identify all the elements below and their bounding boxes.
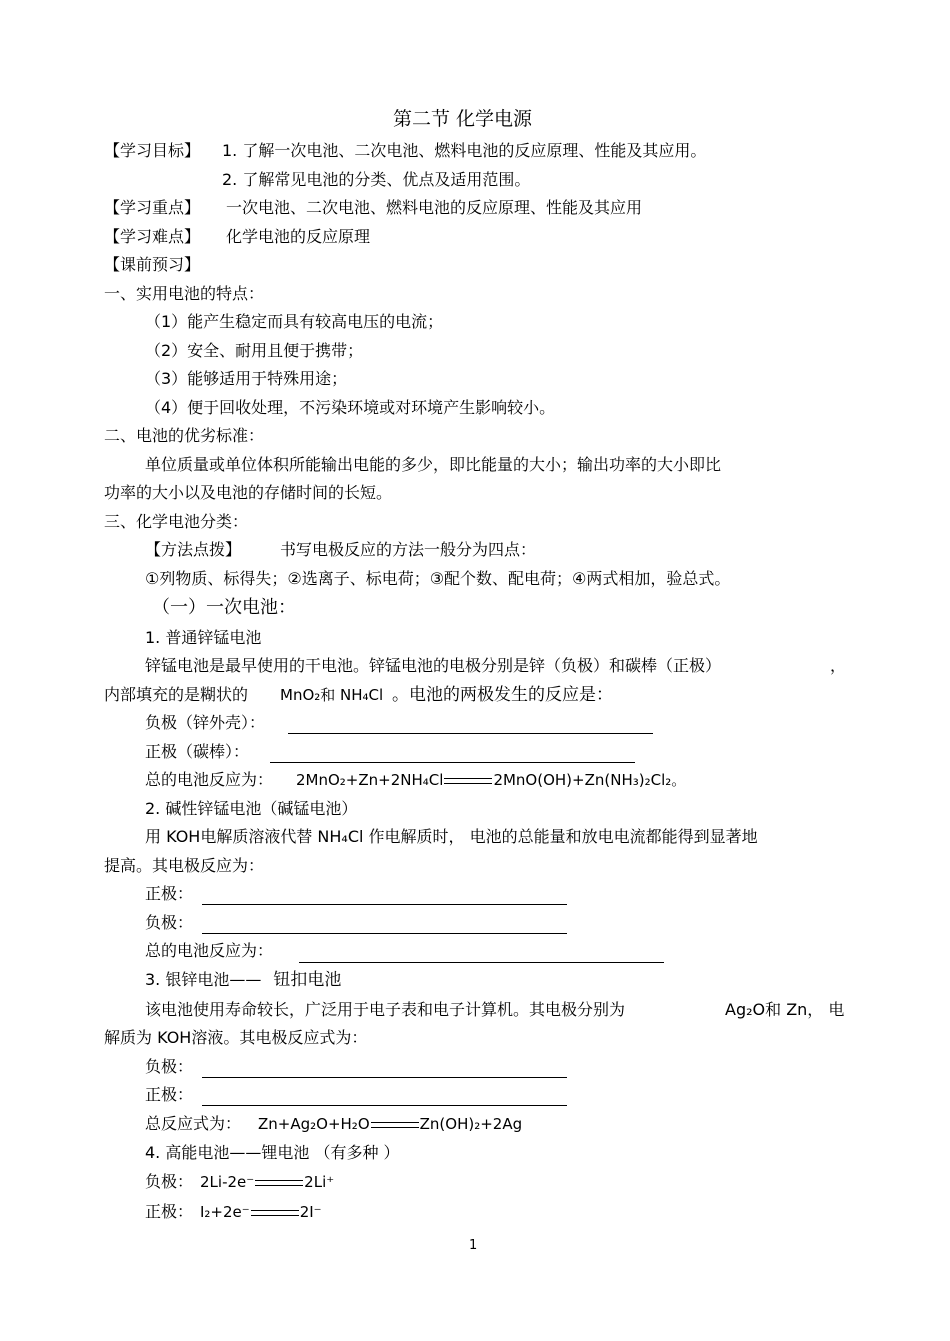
difficulty-tag: 【学习难点】 bbox=[104, 227, 201, 246]
alkaline-heading: 2. 碱性锌锰电池（碱锰电池） bbox=[145, 799, 358, 818]
zinc-manganese-line-2a: 内部填充的是糊状的 bbox=[104, 685, 249, 704]
reactants: Zn+Ag₂O+H₂O bbox=[258, 1115, 370, 1133]
answer-line bbox=[202, 933, 567, 934]
section-2-heading: 二、电池的优劣标准： bbox=[104, 426, 265, 445]
answer-line bbox=[299, 962, 664, 963]
section-1-heading: 一、实用电池的特点： bbox=[104, 284, 265, 303]
equals-sign bbox=[251, 1210, 299, 1216]
total-reaction-equation bbox=[296, 770, 686, 790]
total-reaction-label: 总的电池反应为： bbox=[145, 941, 274, 960]
silver-zinc-line-2: 解质为 KOH溶液。其电极反应式为： bbox=[104, 1028, 368, 1047]
equals-sign bbox=[371, 1122, 419, 1128]
silver-zinc-heading-a: 3. 银锌电池—— bbox=[145, 970, 262, 989]
products: Zn(OH)₂+2Ag bbox=[419, 1115, 523, 1133]
negative-electrode-equation bbox=[200, 1172, 334, 1192]
primary-battery-heading: （一）一次电池： bbox=[152, 597, 296, 618]
answer-line bbox=[202, 904, 567, 905]
feature-item: （3）能够适用于特殊用途； bbox=[145, 369, 348, 388]
reactants: 2MnO₂+Zn+2NH₄Cl bbox=[296, 771, 444, 789]
section-3-heading: 三、化学电池分类： bbox=[104, 512, 249, 531]
objective-2: 2. 了解常见电池的分类、优点及适用范围。 bbox=[222, 170, 531, 189]
positive-electrode-label: 正极： bbox=[145, 1202, 194, 1221]
method-tag: 【方法点拨】 bbox=[145, 540, 242, 559]
zinc-manganese-line-1-end: ， bbox=[830, 656, 847, 675]
silver-zinc-heading-b: 钮扣电池 bbox=[273, 970, 342, 990]
reactants: 2Li-2e⁻ bbox=[200, 1173, 255, 1191]
focus-tag: 【学习重点】 bbox=[104, 198, 201, 217]
products: 2Li⁺ bbox=[304, 1173, 335, 1191]
zinc-manganese-heading: 1. 普通锌锰电池 bbox=[145, 628, 262, 647]
lithium-heading: 4. 高能电池——锂电池 （有多种 ） bbox=[145, 1143, 400, 1162]
silver-zinc-heading bbox=[145, 970, 341, 990]
negative-electrode-label: 负极（锌外壳）： bbox=[145, 713, 266, 732]
negative-electrode-label: 负极： bbox=[145, 1057, 194, 1076]
method-steps: ①列物质、标得失；②选离子、标电荷；③配个数、配电荷；④两式相加，验总式。 bbox=[145, 569, 731, 588]
silver-zinc-line-1b: Ag₂O和 Zn， 电 bbox=[725, 1000, 845, 1019]
alkaline-line-1: 用 KOH电解质溶液代替 NH₄Cl 作电解质时， 电池的总能量和放电电流都能得到显著地 bbox=[145, 827, 758, 846]
positive-electrode-label: 正极： bbox=[145, 884, 194, 903]
equals-sign bbox=[444, 778, 492, 784]
objective-1: 1. 了解一次电池、二次电池、燃料电池的反应原理、性能及其应用。 bbox=[222, 141, 707, 160]
answer-line bbox=[202, 1077, 567, 1078]
zinc-manganese-chem: MnO₂和 NH₄Cl bbox=[280, 686, 384, 704]
feature-item: （1）能产生稳定而具有较高电压的电流； bbox=[145, 312, 444, 331]
products: 2MnO(OH)+Zn(NH₃)₂Cl₂。 bbox=[493, 771, 687, 789]
total-reaction-label: 总的电池反应为： bbox=[145, 770, 274, 789]
equals-sign bbox=[255, 1180, 303, 1186]
objectives-tag: 【学习目标】 bbox=[104, 141, 201, 160]
positive-electrode-label: 正极（碳棒）： bbox=[145, 742, 250, 761]
method-text: 书写电极反应的方法一般分为四点： bbox=[280, 540, 537, 559]
positive-electrode-label: 正极： bbox=[145, 1085, 194, 1104]
answer-line bbox=[288, 733, 653, 734]
preview-tag: 【课前预习】 bbox=[104, 255, 201, 274]
total-reaction-label: 总反应式为： bbox=[145, 1114, 242, 1133]
feature-item: （4）便于回收处理，不污染环境或对环境产生影响较小。 bbox=[145, 398, 556, 417]
positive-electrode-equation bbox=[200, 1202, 322, 1222]
section-2-line-1: 单位质量或单位体积所能输出电能的多少，即比能量的大小；输出功率的大小即比 bbox=[145, 455, 722, 474]
page-number: 1 bbox=[469, 1238, 478, 1253]
silver-zinc-line-1a: 该电池使用寿命较长，广泛用于电子表和电子计算机。其电极分别为 bbox=[145, 1000, 626, 1019]
answer-line bbox=[202, 1105, 567, 1106]
zinc-manganese-line-1: 锌锰电池是最早使用的干电池。锌锰电池的电极分别是锌（负极）和碳棒（正极） bbox=[145, 656, 722, 675]
answer-line bbox=[270, 762, 635, 763]
negative-electrode-label: 负极： bbox=[145, 1172, 194, 1191]
feature-item: （2）安全、耐用且便于携带； bbox=[145, 341, 364, 360]
difficulty-text: 化学电池的反应原理 bbox=[226, 227, 371, 246]
page-title: 第二节 化学电源 bbox=[393, 108, 533, 130]
focus-text: 一次电池、二次电池、燃料电池的反应原理、性能及其应用 bbox=[226, 198, 643, 217]
reactants: I₂+2e⁻ bbox=[200, 1203, 250, 1221]
zinc-manganese-line-2b: 。电池的两极发生的反应是： bbox=[392, 685, 613, 705]
products: 2I⁻ bbox=[299, 1203, 322, 1221]
negative-electrode-label: 负极： bbox=[145, 913, 194, 932]
alkaline-line-2: 提高。其电极反应为： bbox=[104, 856, 265, 875]
section-2-line-2: 功率的大小以及电池的存储时间的长短。 bbox=[104, 483, 393, 502]
total-reaction-equation bbox=[258, 1114, 522, 1134]
